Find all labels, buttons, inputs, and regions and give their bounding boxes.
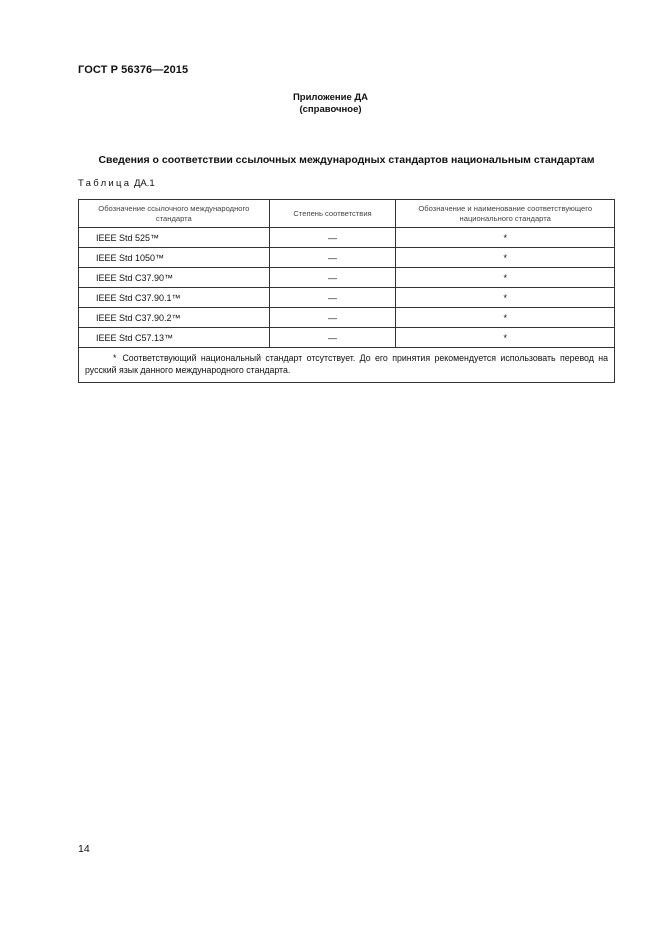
national-standard: * [396,228,615,248]
conformity-degree: — [269,288,396,308]
table-footnote-row [79,348,615,383]
table-row [79,228,615,248]
section-title: Сведения о соответствии ссылочных международных стандартов национальным стандартам [98,154,595,166]
column-header-national-standard: Обозначение и наименование соответствующего национального стандарта [396,200,615,228]
table-row [79,248,615,268]
table-caption-number: ДА.1 [134,178,155,189]
national-standard: * [396,248,615,268]
footnote-marker: * [113,353,117,363]
national-standard: * [396,288,615,308]
conformity-degree: — [269,228,396,248]
standard-designation: IEEE Std 1050™ [79,248,270,268]
table-row [79,268,615,288]
page-number: 14 [78,843,90,855]
standards-table [78,199,615,383]
standard-designation: IEEE Std C37.90™ [79,268,270,288]
conformity-degree: — [269,268,396,288]
footnote-text: Соответствующий национальный стандарт отсутствует. До его принятия рекомендуется использовать перевод на русский язык данного международного стандарта. [85,353,608,375]
standard-designation: IEEE Std C37.90.2™ [79,308,270,328]
conformity-degree: — [269,308,396,328]
table-row [79,328,615,348]
national-standard: * [396,328,615,348]
table-row [79,288,615,308]
standard-designation: IEEE Std 525™ [79,228,270,248]
column-header-degree: Степень соответствия [269,200,396,228]
annex-title: Приложение ДА [292,92,369,103]
standard-designation: IEEE Std C37.90.1™ [79,288,270,308]
conformity-degree: — [269,328,396,348]
national-standard: * [396,268,615,288]
table-caption [78,178,155,189]
column-header-international-standard: Обозначение ссылочного международного стандарта [79,200,270,228]
annex-heading [0,92,661,116]
annex-subtitle: (справочное) [299,104,362,115]
table-caption-label: Таблица [78,178,132,189]
conformity-degree: — [269,248,396,268]
document-code: ГОСТ Р 56376—2015 [78,64,189,76]
table-header-row [79,200,615,228]
standard-designation: IEEE Std C57.13™ [79,328,270,348]
table-row [79,308,615,328]
table-footnote [79,348,615,383]
national-standard: * [396,308,615,328]
